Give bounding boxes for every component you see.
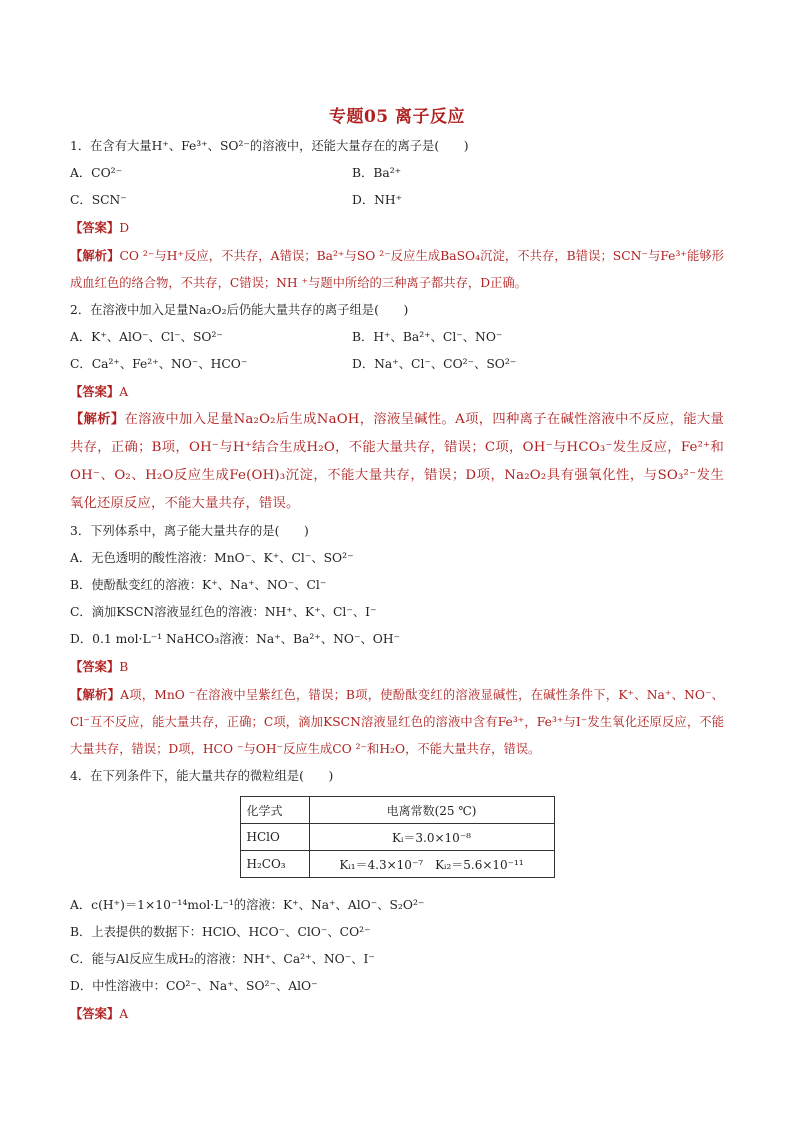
page-title: 专题05 离子反应 bbox=[328, 107, 466, 127]
q4-option-b: B．上表提供的数据下：HClO、HCO⁻、ClO⁻、CO²⁻ bbox=[70, 925, 371, 939]
q3-option-c: C．滴加KSCN溶液显红色的溶液：NH⁺、K⁺、Cl⁻、I⁻ bbox=[70, 605, 377, 619]
table-cell: Kᵢ₁＝4.3×10⁻⁷ Kᵢ₂＝5.6×10⁻¹¹ bbox=[309, 851, 554, 878]
q1-option-c: C．SCN⁻ bbox=[70, 193, 127, 207]
q1-answer-label: 【答案】 bbox=[70, 220, 120, 235]
table-cell: H₂CO₃ bbox=[240, 851, 309, 878]
table-cell: Kᵢ＝3.0×10⁻⁸ bbox=[309, 824, 554, 851]
q1-answer-value: D bbox=[119, 221, 130, 235]
q4-answer-label: 【答案】 bbox=[70, 1006, 120, 1021]
table-row bbox=[240, 824, 554, 851]
q4-stem: 4．在下列条件下，能大量共存的微粒组是( ) bbox=[70, 769, 334, 783]
ionization-table-wrap bbox=[70, 796, 724, 878]
q3-analysis-text: A项，MnO ⁻在溶液中呈紫红色，错误；B项，使酚酞变红的溶液显碱性，在碱性条件下，K⁺、Na⁺、NO⁻、Cl⁻互不反应，能大量共存，正确；C项，滴加KSCN溶液显红色的溶液中含有Fe³⁺，Fe³⁺与I⁻发生氧化还原反应，不能大量共存，错误；D项，HCO ⁻与OH⁻反应生成CO ²⁻和H₂O，不能大量共存，错误。 bbox=[70, 688, 724, 756]
q4-answer-value: A bbox=[119, 1007, 129, 1021]
q1-options-row-2 bbox=[70, 187, 724, 214]
q3-option-a: A．无色透明的酸性溶液：MnO⁻、K⁺、Cl⁻、SO²⁻ bbox=[70, 551, 354, 565]
q3-stem: 3．下列体系中，离子能大量共存的是( ) bbox=[70, 524, 309, 538]
q2-options-row-2 bbox=[70, 351, 724, 378]
q1-analysis-text: CO ²⁻与H⁺反应，不共存，A错误；Ba²⁺与SO ²⁻反应生成BaSO₄沉淀，不共存，B错误；SCN⁻与Fe³⁺能够形成血红色的络合物，不共存，C错误；NH ⁺与题中所给的三种离子都共存，D正确。 bbox=[70, 249, 724, 290]
q2-answer bbox=[70, 378, 724, 406]
q3-answer bbox=[70, 653, 724, 681]
q3-answer-value: B bbox=[119, 660, 129, 674]
q2-stem: 2．在溶液中加入足量Na₂O₂后仍能大量共存的离子组是( ) bbox=[70, 303, 409, 317]
q2-analysis-text: 在溶液中加入足量Na₂O₂后生成NaOH，溶液呈碱性。A项，四种离子在碱性溶液中不反应，能大量共存，正确；B项，OH⁻与H⁺结合生成H₂O，不能大量共存，错误；C项，OH⁻与HCO₃⁻发生反应，Fe²⁺和OH⁻、O₂、H₂O反应生成Fe(OH)₃沉淀，不能大量共存，错误；D项，Na₂O₂具有强氧化性，与SO₃²⁻发生氧化还原反应，不能大量共存，错误。 bbox=[70, 412, 724, 511]
q4-option-a: A．c(H⁺)＝1×10⁻¹⁴mol·L⁻¹的溶液：K⁺、Na⁺、AlO⁻、S₂O²⁻ bbox=[70, 898, 425, 912]
q1-option-b: B．Ba²⁺ bbox=[352, 166, 402, 180]
q2-options-row-1 bbox=[70, 324, 724, 351]
q3-option-b: B．使酚酞变红的溶液：K⁺、Na⁺、NO⁻、Cl⁻ bbox=[70, 578, 327, 592]
q3-option-d: D．0.1 mol·L⁻¹ NaHCO₃溶液：Na⁺、Ba²⁺、NO⁻、OH⁻ bbox=[70, 632, 401, 646]
q1-answer bbox=[70, 214, 724, 242]
q1-option-a: A．CO²⁻ bbox=[70, 166, 123, 180]
table-row bbox=[240, 851, 554, 878]
q2-option-d: D．Na⁺、Cl⁻、CO²⁻、SO²⁻ bbox=[352, 357, 517, 371]
table-header-cell: 化学式 bbox=[240, 797, 309, 824]
q2-analysis bbox=[70, 406, 724, 518]
q2-answer-label: 【答案】 bbox=[70, 384, 120, 399]
q4-option-d: D．中性溶液中：CO²⁻、Na⁺、SO²⁻、AlO⁻ bbox=[70, 979, 318, 993]
q1-option-d: D．NH⁺ bbox=[352, 193, 403, 207]
q1-options-row-1 bbox=[70, 160, 724, 187]
q1-analysis bbox=[70, 242, 724, 297]
q2-option-a: A．K⁺、AlO⁻、Cl⁻、SO²⁻ bbox=[70, 330, 223, 344]
q1-stem: 1．在含有大量H⁺、Fe³⁺、SO²⁻的溶液中，还能大量存在的离子是( ) bbox=[70, 139, 469, 153]
q1-analysis-label: 【解析】 bbox=[70, 248, 120, 263]
q4-option-c: C．能与Al反应生成H₂的溶液：NH⁺、Ca²⁺、NO⁻、I⁻ bbox=[70, 952, 375, 966]
ionization-constants-table bbox=[240, 796, 555, 878]
table-header-row bbox=[240, 797, 554, 824]
q2-option-c: C．Ca²⁺、Fe²⁺、NO⁻、HCO⁻ bbox=[70, 357, 248, 371]
table-header-cell: 电离常数(25 ℃) bbox=[309, 797, 554, 824]
q3-analysis-label: 【解析】 bbox=[70, 687, 121, 702]
q2-option-b: B．H⁺、Ba²⁺、Cl⁻、NO⁻ bbox=[352, 330, 503, 344]
table-cell: HClO bbox=[240, 824, 309, 851]
q3-analysis bbox=[70, 681, 724, 763]
q2-analysis-label: 【解析】 bbox=[70, 412, 125, 427]
q2-answer-value: A bbox=[119, 385, 129, 399]
q4-answer bbox=[70, 1000, 724, 1028]
q3-answer-label: 【答案】 bbox=[70, 659, 120, 674]
